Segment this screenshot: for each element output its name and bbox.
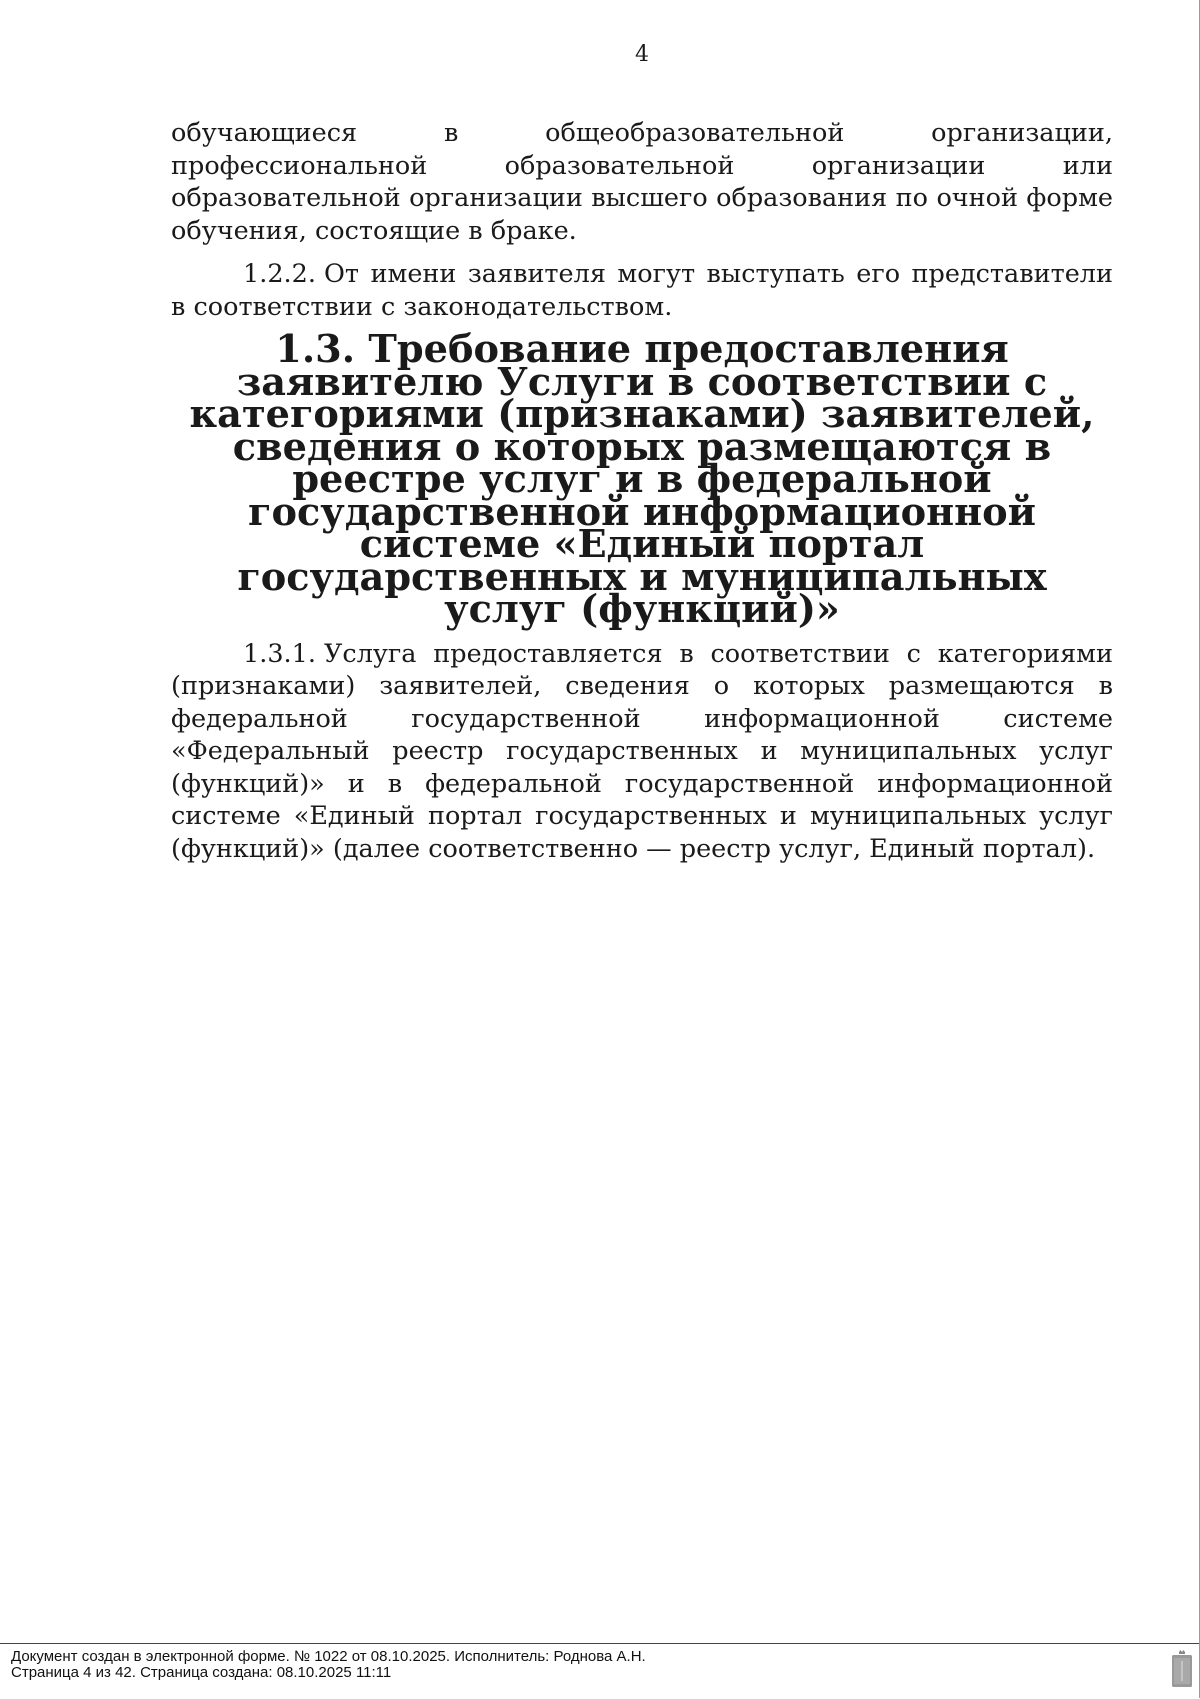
footer-info bbox=[11, 1649, 646, 1680]
clause-text: Услуга предоставляется в соответствии с категориями (признаками) заявителей, сведения о которых размещаются в федеральной государственной информационной системе «Федеральный реестр государственных и муниципальных услуг (функций)» и в федеральной государственной информационной системе «Единый портал государственных и муниципальных услуг (функций)» (далее соответственно — реестр услуг, Единый портал). bbox=[171, 638, 1113, 864]
clause-text: От имени заявителя могут выступать его представители в соответствии с законодательством. bbox=[171, 259, 1113, 322]
coat-of-arms-icon bbox=[1171, 1650, 1193, 1690]
document-footer bbox=[0, 1643, 1199, 1699]
intro-paragraph: обучающиеся в общеобразовательной организации, профессиональной образовательной организации или образовательной организации высшего образования по очной форме обучения, состоящие в браке. bbox=[171, 118, 1113, 246]
footer-page-info: Страница 4 из 42. Страница создана: 08.10.2025 11:11 bbox=[11, 1663, 392, 1681]
clause-number: 1.3.1. bbox=[243, 638, 316, 669]
clause-1-2-2 bbox=[171, 258, 1113, 323]
section-heading-1-3: 1.3. Требование предоставления заявителю Услуги в соответствии с категориями (признаками) заявителей, сведения о которых размещаются в реестре услуг и в федеральной государственной информационной системе «Единый портал государственных и муниципальных услуг (функций)» bbox=[189, 327, 1095, 632]
clause-1-3-1 bbox=[171, 638, 1113, 866]
footer-document-info: Документ создан в электронной форме. № 1022 от 08.10.2025. Исполнитель: Роднова А.Н. bbox=[11, 1648, 646, 1665]
document-body bbox=[171, 117, 1113, 865]
page-number: 4 bbox=[635, 42, 649, 67]
clause-number: 1.2.2. bbox=[243, 259, 316, 289]
